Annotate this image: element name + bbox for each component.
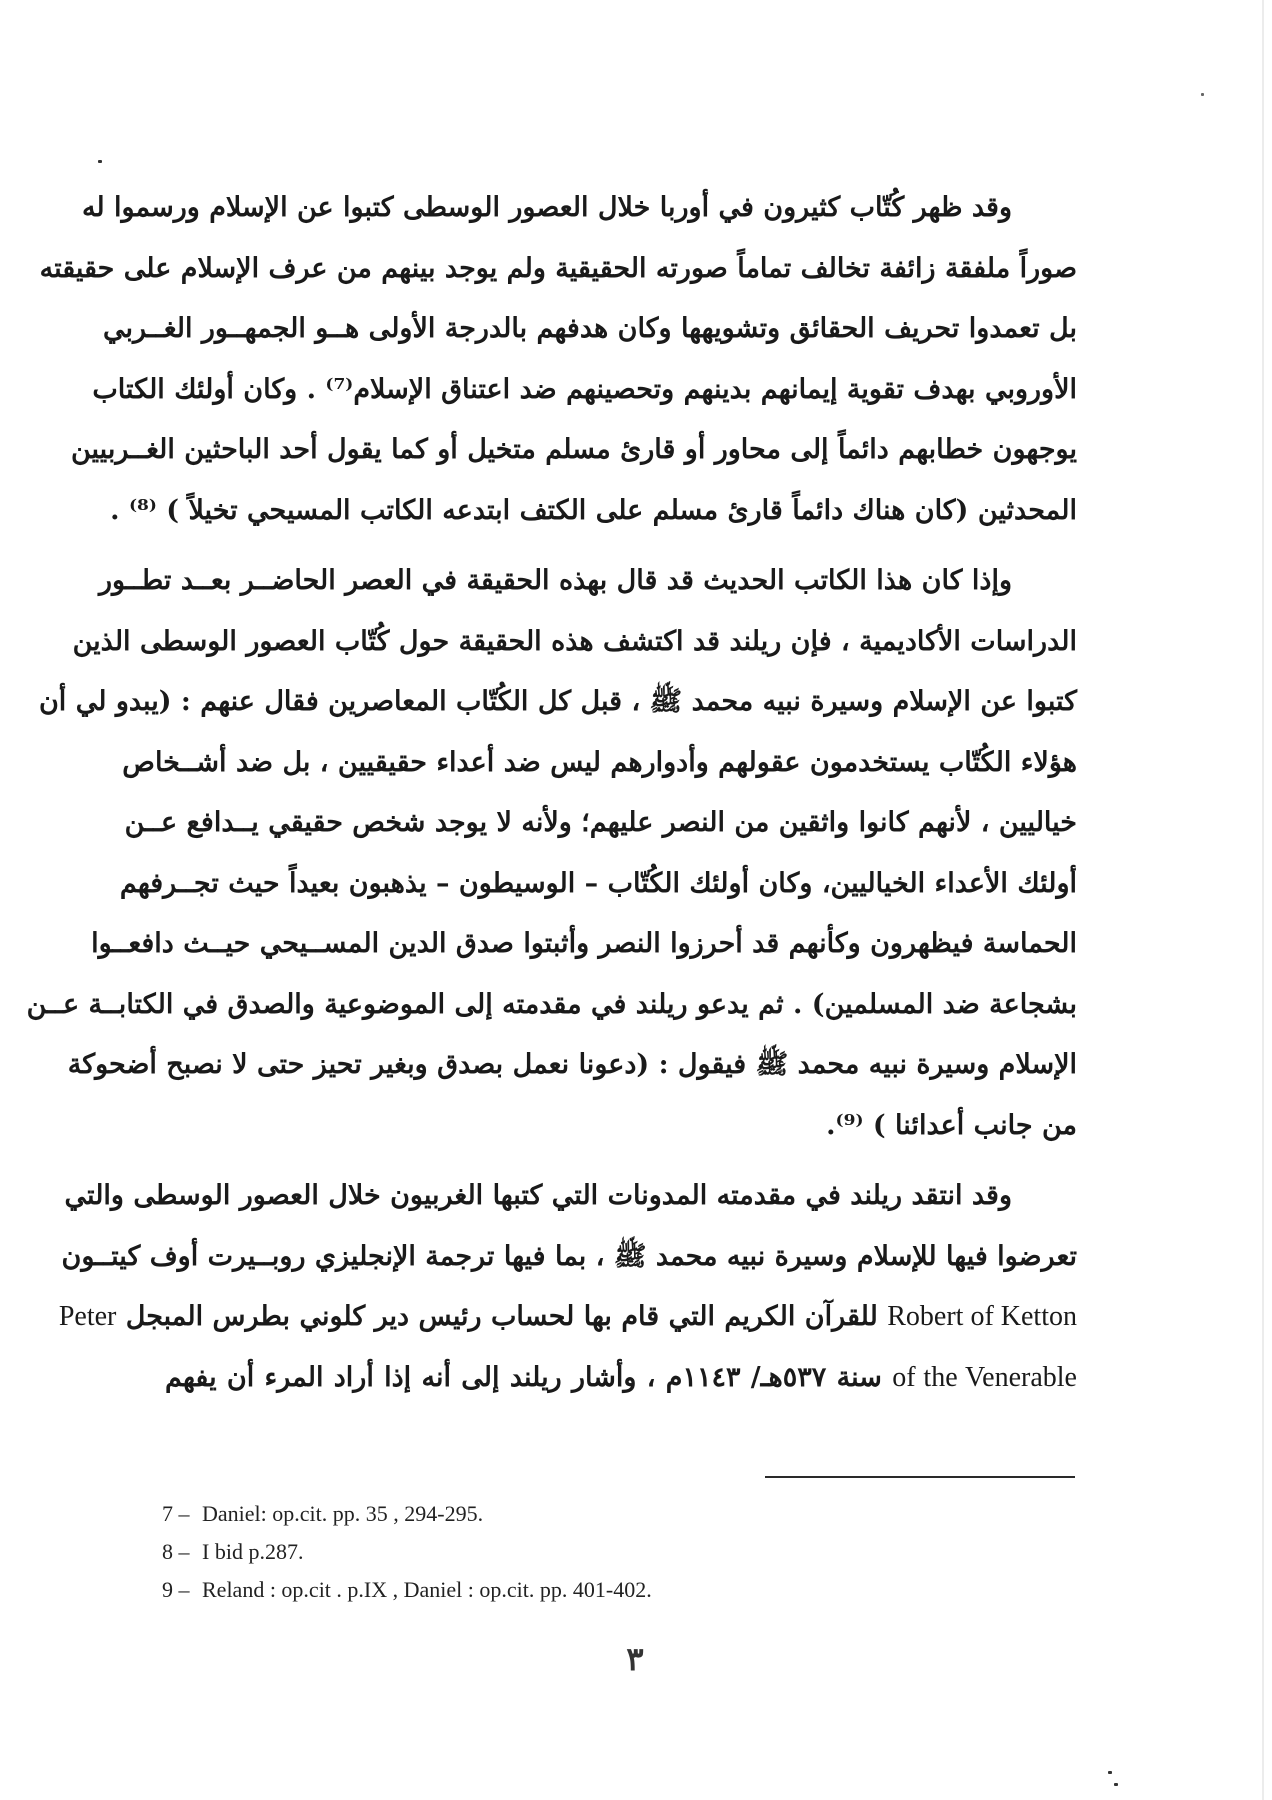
scan-edge-line	[1262, 0, 1264, 1800]
paragraph-2-line-6: أولئك الأعداء الخياليين، وكان أولئك الكُتّاب – الوسيطون – يذهبون بعيداً حيث تجــرفهم	[119, 867, 1077, 899]
latin-name-venerable: of the Venerable	[892, 1361, 1077, 1393]
latin-name-robert-of-ketton: Robert of Ketton	[887, 1301, 1077, 1332]
paragraph-2-line-1: وإذا كان هذا الكاتب الحديث قد قال بهذه الحقيقة في العصر الحاضــر بعــد تطــور	[98, 565, 1012, 596]
scan-speck	[1201, 93, 1204, 96]
footnotes	[162, 1495, 652, 1609]
footnote-number: 8 –	[162, 1539, 190, 1564]
footnote-number: 7 –	[162, 1501, 190, 1526]
paragraph-1-line-1: وقد ظهر كُتّاب كثيرون في أوربا خلال العصور الوسطى كتبوا عن الإسلام ورسموا له	[81, 192, 1012, 223]
latin-name-peter: Peter	[58, 1301, 117, 1332]
paragraph-1-line-5: يوجهون خطابهم دائماً إلى محاور أو قارئ مسلم متخيل أو كما يقول أحد الباحثين الغــربيين	[70, 434, 1077, 465]
paragraph-2-line-3: كتبوا عن الإسلام وسيرة نبيه محمد ﷺ ، قبل كل الكُتّاب المعاصرين فقال عنهم : (يبدو لي أن	[38, 686, 1077, 717]
body-text	[26, 178, 1077, 1408]
arabic-segment: سنة ٥٣٧هـ/ ١١٤٣م ، وأشار ريلند إلى أنه إذا أراد المرء أن يفهم	[165, 1361, 882, 1393]
paragraph-3-line-4	[165, 1348, 1077, 1409]
paragraph-3-line-3	[58, 1287, 1077, 1348]
page-number: ٣	[626, 1640, 644, 1678]
paragraph-3-line-2: تعرضوا فيها للإسلام وسيرة نبيه محمد ﷺ ، بما فيها ترجمة الإنجليزي روبــيرت أوف كيتــون	[61, 1240, 1077, 1272]
footnote-8	[162, 1533, 652, 1571]
scan-speck	[98, 160, 102, 163]
footnote-text: I bid p.287.	[202, 1539, 304, 1564]
footnote-7	[162, 1495, 652, 1533]
paragraph-1-line-6: المحدثين (كان هناك دائماً قارئ مسلم على الكتف ابتدعه الكاتب المسيحي تخيلاً ) ⁽⁸⁾ .	[110, 494, 1077, 526]
paragraph-2-line-2: الدراسات الأكاديمية ، فإن ريلند قد اكتشف هذه الحقيقة حول كُتّاب العصور الوسطى الذين	[72, 625, 1077, 657]
scan-speck	[1108, 1771, 1112, 1774]
paragraph-1-line-4: الأوروبي بهدف تقوية إيمانهم بدينهم وتحصينهم ضد اعتناق الإسلام⁽⁷⁾ . وكان أولئك الكتاب	[92, 373, 1077, 405]
paragraph-2-line-10: من جانب أعدائنا ) ⁽⁹⁾.	[826, 1109, 1077, 1141]
paragraph-2-line-8: بشجاعة ضد المسلمين) . ثم يدعو ريلند في مقدمته إلى الموضوعية والصدق في الكتابــة عــن	[26, 988, 1077, 1020]
footnote-text: Daniel: op.cit. pp. 35 , 294-295.	[202, 1501, 484, 1526]
paragraph-2-line-4: هؤلاء الكُتّاب يستخدمون عقولهم وأدوارهم ليس ضد أعداء حقيقيين ، بل ضد أشــخاص	[122, 746, 1077, 778]
footnote-number: 9 –	[162, 1577, 190, 1602]
footnote-9	[162, 1571, 652, 1609]
arabic-segment: للقرآن الكريم التي قام بها لحساب رئيس دير كلوني بطرس المبجل	[125, 1301, 878, 1332]
footnote-separator	[765, 1476, 1075, 1478]
scan-speck	[1114, 1783, 1118, 1786]
paragraph-1-line-3: بل تعمدوا تحريف الحقائق وتشويهها وكان هدفهم بالدرجة الأولى هــو الجمهــور الغــربي	[102, 313, 1077, 344]
paragraph-2-line-9: الإسلام وسيرة نبيه محمد ﷺ فيقول : (دعونا نعمل بصدق وبغير تحيز حتى لا نصبح أضحوكة	[67, 1049, 1077, 1080]
paragraph-3-line-1: وقد انتقد ريلند في مقدمته المدونات التي كتبها الغربيون خلال العصور الوسطى والتي	[64, 1180, 1012, 1211]
paragraph-1-line-2: صوراً ملفقة زائفة تخالف تماماً صورته الحقيقية ولم يوجد بينهم من عرف الإسلام على حقيقته	[39, 252, 1077, 284]
paragraph-2-line-7: الحماسة فيظهرون وكأنهم قد أحرزوا النصر وأثبتوا صدق الدين المســيحي حيــث دافعــوا	[91, 928, 1077, 959]
paragraph-2-line-5: خياليين ، لأنهم كانوا واثقين من النصر عليهم؛ ولأنه لا يوجد شخص حقيقي يــدافع عــن	[124, 807, 1077, 838]
footnote-text: Reland : op.cit . p.IX , Daniel : op.cit. pp. 401-402.	[202, 1577, 652, 1602]
